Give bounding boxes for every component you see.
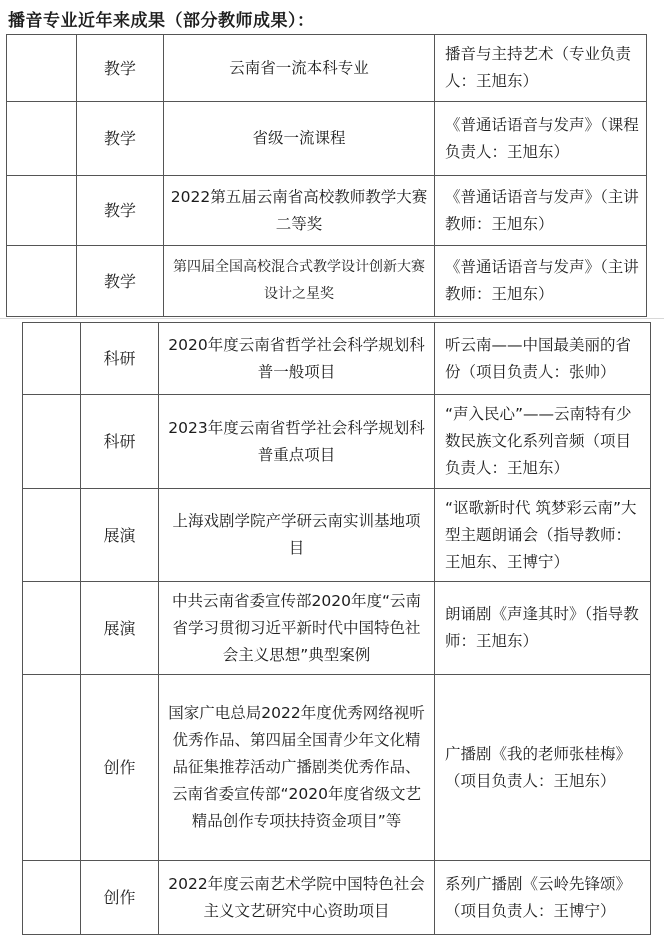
table-row	[23, 582, 651, 675]
project-cell: 朗诵剧《声逢其时》（指导教师：王旭东）	[435, 582, 651, 675]
achievement-cell: 2022第五届云南省高校教师教学大赛二等奖	[164, 176, 435, 246]
page-title: 播音专业近年来成果（部分教师成果）：	[8, 11, 315, 31]
project-cell: 系列广播剧《云岭先锋颂》（项目负责人：王博宁）	[435, 861, 651, 935]
table-row	[7, 176, 647, 246]
index-cell	[23, 582, 81, 675]
category-cell: 创作	[81, 675, 159, 861]
category-cell: 创作	[81, 861, 159, 935]
project-cell: 《普通话语音与发声》（主讲教师：王旭东）	[435, 176, 647, 246]
project-cell: 播音与主持艺术（专业负责人：王旭东）	[435, 35, 647, 102]
category-cell: 展演	[81, 489, 159, 582]
index-cell	[23, 323, 81, 395]
index-cell	[7, 102, 77, 176]
achievement-cell: 2022年度云南艺术学院中国特色社会主义文艺研究中心资助项目	[159, 861, 435, 935]
achievement-cell: 云南省一流本科专业	[164, 35, 435, 102]
table-row	[23, 675, 651, 861]
category-cell: 教学	[77, 35, 164, 102]
section-divider	[0, 318, 664, 319]
table-row	[23, 861, 651, 935]
table-row	[23, 323, 651, 395]
category-cell: 教学	[77, 246, 164, 317]
index-cell	[23, 675, 81, 861]
achievement-cell: 中共云南省委宣传部2020年度“云南省学习贯彻习近平新时代中国特色社会主义思想”典型案例	[159, 582, 435, 675]
table-row	[7, 35, 647, 102]
achievement-cell: 省级一流课程	[164, 102, 435, 176]
category-cell: 教学	[77, 176, 164, 246]
achievement-cell: 2023年度云南省哲学社会科学规划科普重点项目	[159, 395, 435, 489]
project-cell: “讴歌新时代 筑梦彩云南”大型主题朗诵会（指导教师：王旭东、王博宁）	[435, 489, 651, 582]
index-cell	[23, 395, 81, 489]
project-cell: “声入民心”——云南特有少数民族文化系列音频（项目负责人：王旭东）	[435, 395, 651, 489]
project-cell: 《普通话语音与发声》（课程负责人：王旭东）	[435, 102, 647, 176]
table-row	[7, 102, 647, 176]
project-cell: 听云南——中国最美丽的省份（项目负责人：张帅）	[435, 323, 651, 395]
achievement-cell: 国家广电总局2022年度优秀网络视听优秀作品、第四届全国青少年文化精品征集推荐活动广播剧类优秀作品、云南省委宣传部“2020年度省级文艺精品创作专项扶持资金项目”等	[159, 675, 435, 861]
table-row	[7, 246, 647, 317]
index-cell	[7, 246, 77, 317]
category-cell: 科研	[81, 323, 159, 395]
teaching-achievements-table	[6, 34, 647, 317]
achievement-cell: 上海戏剧学院产学研云南实训基地项目	[159, 489, 435, 582]
index-cell	[7, 35, 77, 102]
project-cell: 《普通话语音与发声》（主讲教师：王旭东）	[435, 246, 647, 317]
index-cell	[23, 489, 81, 582]
research-performance-creation-table	[22, 322, 651, 935]
table-row	[23, 395, 651, 489]
index-cell	[23, 861, 81, 935]
category-cell: 科研	[81, 395, 159, 489]
achievement-cell: 2020年度云南省哲学社会科学规划科普一般项目	[159, 323, 435, 395]
project-cell: 广播剧《我的老师张桂梅》（项目负责人：王旭东）	[435, 675, 651, 861]
achievement-cell: 第四届全国高校混合式教学设计创新大赛设计之星奖	[164, 246, 435, 317]
category-cell: 教学	[77, 102, 164, 176]
table-row	[23, 489, 651, 582]
index-cell	[7, 176, 77, 246]
category-cell: 展演	[81, 582, 159, 675]
